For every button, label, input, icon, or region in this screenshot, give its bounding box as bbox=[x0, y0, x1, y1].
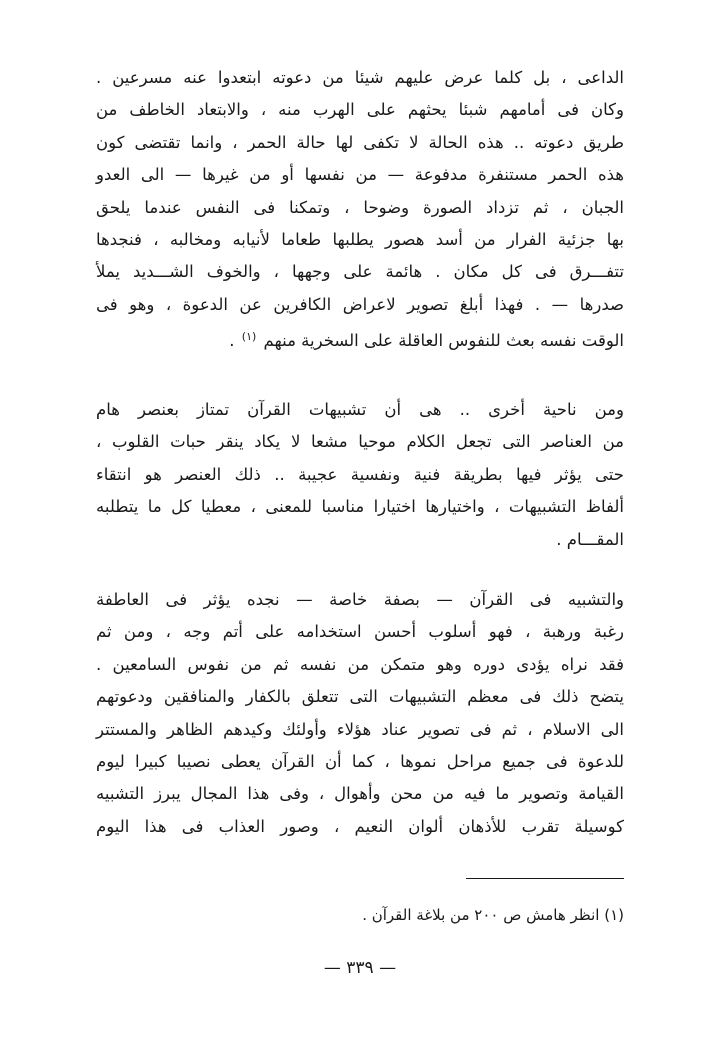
text-line: ألفاظ التشبيهات ، واختيارها اختيارا مناسبا للمعنى ، معطيا كل ما يتطلبه bbox=[96, 497, 624, 517]
paragraph-2 bbox=[96, 394, 624, 556]
paragraph-1 bbox=[96, 62, 624, 354]
text-line: المقـــام . bbox=[556, 529, 624, 549]
page-number: — ٣٣٩ — bbox=[323, 958, 397, 978]
footnote-reference: (١) bbox=[241, 330, 257, 344]
text-line: طريق دعوته .. هذه الحالة لا تكفى لها حالة الحمر ، وانما تقتضى كون bbox=[96, 132, 624, 152]
text-line: يتضح ذلك فى معظم التشبيهات التى تتعلق بالكفار والمنافقين ودعوتهم bbox=[96, 687, 624, 707]
text-line: القيامة وتصوير ما فيه من محن وأهوال ، وفى هذا المجال يبرز التشبيه bbox=[96, 784, 624, 804]
text-line: الداعى ، بل كلما عرض عليهم شيئا من دعوته ابتعدوا عنه مسرعين . bbox=[96, 68, 624, 87]
text-line: ومن ناحية أخرى .. هى أن تشبيهات القرآن تمتاز بعنصر هام bbox=[96, 400, 624, 419]
footnote: (١) انظر هامش ص ٢٠٠ من بلاغة القرآن . bbox=[362, 906, 624, 924]
text-line: تتفـــرق فى كل مكان . هائمة على وجهها ، والخوف الشـــديد يملأ bbox=[96, 262, 624, 282]
paragraph-3 bbox=[96, 584, 624, 843]
text-line: الجبان ، ثم تزداد الصورة وضوحا ، وتمكنا فى النفس عندما يلحق bbox=[96, 197, 624, 217]
text-line: وكان فى أمامهم شبئا يحثهم على الهرب منه ، والابتعاد الخاطف من bbox=[96, 100, 624, 120]
text-line: كوسيلة تقرب للأذهان ألوان النعيم ، وصور العذاب فى هذا اليوم bbox=[96, 816, 624, 836]
text-line: الى الاسلام ، ثم فى تصوير عناد هؤلاء وأولئك وكيدهم الظاهر والمستتر bbox=[96, 719, 624, 739]
text-line: بها جزئية الفرار من أسد هصور يطلبها طعاما لأنيابه ومخالبه ، فنجدها bbox=[96, 229, 624, 249]
text-line: فقد نراه يؤدى دوره وهو متمكن من نفسه ثم من نفوس السامعين . bbox=[96, 654, 624, 674]
text-line: هذه الحمر مستنفرة مدفوعة — من نفسها أو من غيرها — الى العدو bbox=[96, 165, 624, 185]
sentence-end-mark: . bbox=[229, 331, 235, 351]
text-line: حتى يؤثر فيها بطريقة فنية ونفسية عجيبة .. ذلك العنصر هو انتقاء bbox=[96, 464, 624, 484]
text-line-content: الوقت نفسه بعث للنفوس العاقلة على السخرية منهم bbox=[263, 331, 624, 351]
text-line: من العناصر التى تجعل الكلام موحيا مشعا لا يكاد ينقر حبات القلوب ، bbox=[96, 432, 624, 452]
text-line-last bbox=[96, 321, 624, 353]
text-line: للدعوة فى جميع مراحل نموها ، كما أن القرآن يعطى نصيبا كبيرا ليوم bbox=[96, 751, 624, 771]
footnote-divider bbox=[466, 878, 624, 879]
text-line: والتشبيه فى القرآن — بصفة خاصة — نجده يؤثر فى العاطفة bbox=[96, 590, 624, 609]
text-line: رغبة ورهبة ، فهو أسلوب أحسن استخدامه على أتم وجه ، ومن ثم bbox=[96, 622, 624, 642]
text-line: صدرها — . فهذا أبلغ تصوير لاعراض الكافرين عن الدعوة ، وهو فى bbox=[96, 294, 624, 314]
